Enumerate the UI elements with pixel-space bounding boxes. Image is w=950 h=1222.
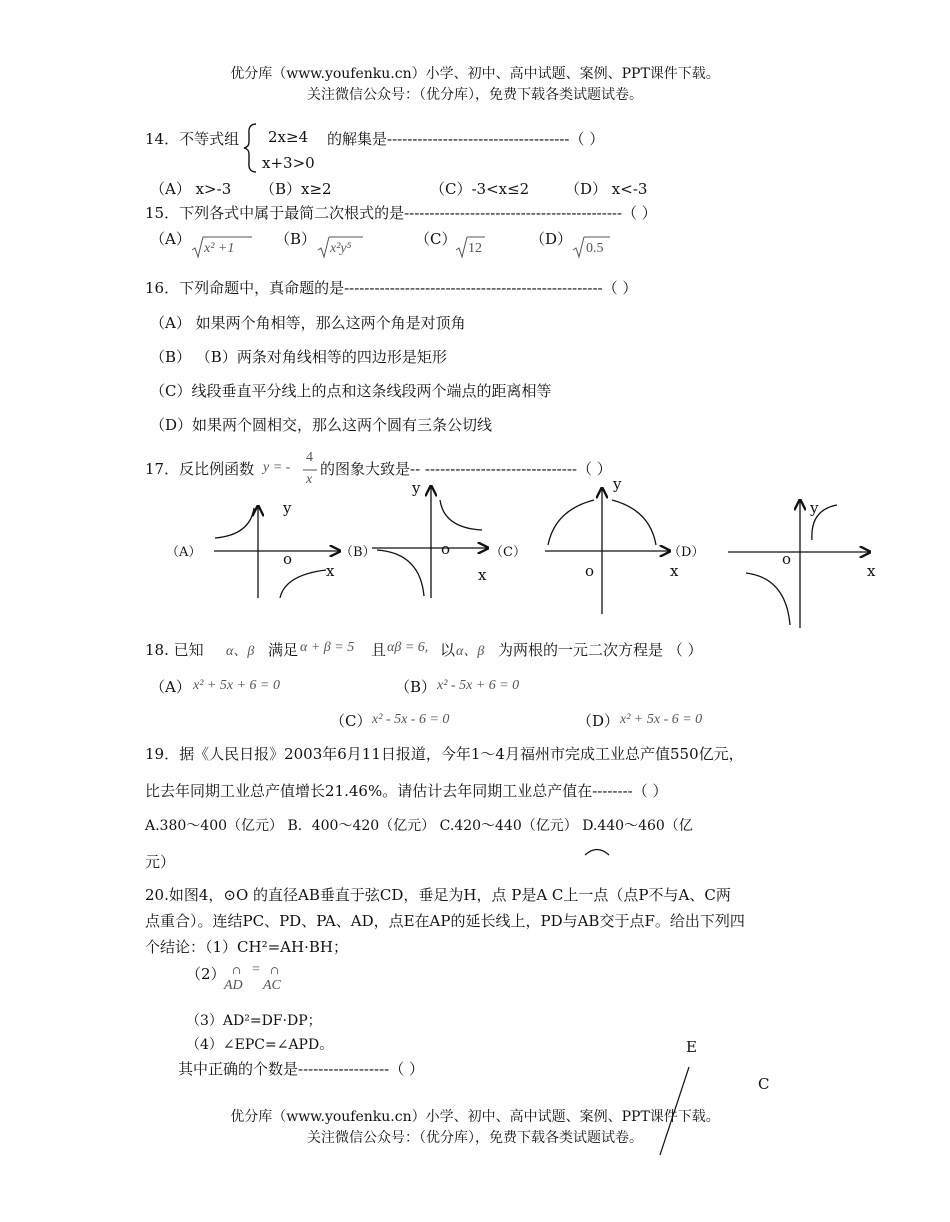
q20-arc-ad: AD (224, 978, 243, 993)
q20-c4: （4）∠EPC=∠APD。 (186, 1037, 334, 1053)
q20-c3: （3）AD²=DF·DP； (186, 1013, 322, 1029)
q16-stem: 16．下列命题中，真命题的是---------------------------------------------------（ ） (145, 279, 638, 297)
q19-line1: 19．据《人民日报》2003年6月11日报道，今年1～4月福州市完成工业总产值550亿元， (145, 745, 744, 763)
header-line1: 优分库（www.youfenku.cn）小学、初中、高中试题、案例、PPT课件下载。 (230, 66, 720, 82)
graph-b (372, 486, 488, 598)
fig-label-e: E (686, 1038, 697, 1056)
q17-y-eq: y = - (263, 460, 291, 475)
graph-b-label: （B） (340, 545, 376, 560)
q18-eq-c: x² - 5x - 6 = 0 (372, 712, 450, 727)
q15-radicand-a: x² +1 (204, 241, 235, 256)
graph-d-y: y (810, 499, 819, 517)
graph-c-o: o (585, 562, 595, 580)
graph-c-y: y (613, 475, 622, 493)
q14-option-c: （C）-3<x≤2 (430, 180, 530, 198)
graph-c-label: （C） (490, 545, 526, 560)
q14-option-a: （A） x>-3 (150, 180, 232, 198)
graph-b-y: y (412, 479, 421, 497)
q17-stem: 17．反比例函数 (145, 460, 255, 478)
q20-arc-ac: AC (263, 978, 281, 993)
q20-c2-pre: （2） (186, 965, 226, 983)
q17-numerator: 4 (306, 450, 313, 465)
q14-stem: 14．不等式组 (145, 130, 240, 148)
graph-a-label: （A） (166, 545, 202, 560)
graph-c-x: x (670, 562, 679, 580)
q18-stem-pre: 18. 已知 (145, 641, 204, 659)
graph-d-label: （D） (668, 545, 705, 560)
q16-option-b: （B） （B）两条对角线相等的四边形是矩形 (150, 348, 447, 366)
q20-line3: 个结论：（1）CH²=AH·BH； (145, 938, 348, 956)
fig-label-c: C (758, 1075, 770, 1093)
q14-cond1: 2x≥4 (268, 128, 309, 146)
footer-line2: 关注微信公众号：（优分库），免费下载各类试题试卷。 (307, 1130, 643, 1146)
q18-option-d: （D） (577, 712, 620, 730)
q15-radicand-d: 0.5 (586, 241, 604, 256)
q15-radicand-b: x²y⁵ (330, 241, 352, 256)
q18-eq2: αβ = 6, (387, 640, 429, 655)
arc-ad-mark: ∩ (232, 964, 242, 977)
graph-a-y: y (283, 499, 292, 517)
graph-b-x: x (478, 566, 487, 584)
q16-option-a: （A） 如果两个角相等，那么这两个角是对顶角 (150, 314, 466, 332)
header-line2: 关注微信公众号：（优分库），免费下载各类试题试卷。 (307, 87, 643, 103)
q20-line1: 20.如图4，⊙O 的直径AB垂直于弦CD，垂足为H，点 P是A C上一点（点P不与A、C两 (145, 886, 731, 904)
q18-eq1: α + β = 5 (300, 640, 355, 655)
q15-option-c: （C） (415, 230, 457, 248)
graph-a (214, 506, 340, 598)
q18-option-a: （A） (150, 678, 191, 696)
q15-radicand-c: 12 (468, 241, 482, 256)
q18-alpha-beta-2: α、β (456, 644, 485, 659)
q18-alpha-beta: α、β (226, 644, 255, 659)
q20-answer: 其中正确的个数是------------------（ ） (178, 1060, 424, 1078)
q18-stem-mid: 满足 (268, 641, 299, 659)
graph-c (545, 488, 670, 614)
graph-d-o: o (782, 550, 792, 568)
graph-a-x: x (326, 562, 335, 580)
arc-mark (584, 847, 610, 857)
q17-denominator: x (306, 472, 313, 487)
footer-line1: 优分库（www.youfenku.cn）小学、初中、高中试题、案例、PPT课件下载。 (230, 1109, 720, 1125)
q19-line2: 比去年同期工业总产值增长21.46%。请估计去年同期工业总产值在--------（ ） (145, 782, 668, 800)
q20-eq: = (252, 962, 260, 977)
q15-option-a: （A） (150, 230, 191, 248)
q15-option-d: （D） (530, 230, 573, 248)
q14-option-b: （B）x≥2 (260, 180, 332, 198)
q20-line2: 点重合）。连结PC、PD、PA、AD，点E在AP的延长线上，PD与AB交于点F。给出下列四 (145, 912, 745, 930)
q16-option-d: （D）如果两个圆相交，那么这两个圆有三条公切线 (150, 416, 493, 434)
graph-d (728, 500, 870, 628)
arc-ac-mark: ∩ (270, 964, 280, 977)
q15-option-b: （B） (275, 230, 317, 248)
q18-stem-post: 为两根的一元二次方程是 （ ） (498, 641, 703, 659)
q18-option-b: （B） (395, 678, 437, 696)
q14-tail: 的解集是------------------------------------（ ） (327, 130, 605, 148)
q16-option-c: （C）线段垂直平分线上的点和这条线段两个端点的距离相等 (150, 382, 552, 400)
q19-options: A.380～400（亿元） B．400～420（亿元） C.420～440（亿元） D.440～460（亿 (145, 818, 693, 834)
q15-stem: 15．下列各式中属于最简二次根式的是-------------------------------------------（ ） (145, 204, 657, 222)
q18-option-c: （C） (330, 712, 372, 730)
q18-and: 且 (371, 641, 387, 659)
q18-eq-d: x² + 5x - 6 = 0 (620, 712, 703, 727)
q18-stem-mid2: 以 (440, 641, 456, 659)
q18-eq-b: x² - 5x + 6 = 0 (437, 678, 520, 693)
graph-a-o: o (283, 550, 293, 568)
q17-tail: 的图象大致是-- ------------------------------（ ） (320, 460, 612, 478)
graph-b-o: o (441, 540, 451, 558)
graph-d-x: x (867, 562, 876, 580)
q18-eq-a: x² + 5x + 6 = 0 (193, 678, 280, 693)
q19-line4: 元） (145, 853, 176, 871)
q14-option-d: （D） x<-3 (565, 180, 648, 198)
q14-cond2: x+3>0 (262, 154, 315, 172)
